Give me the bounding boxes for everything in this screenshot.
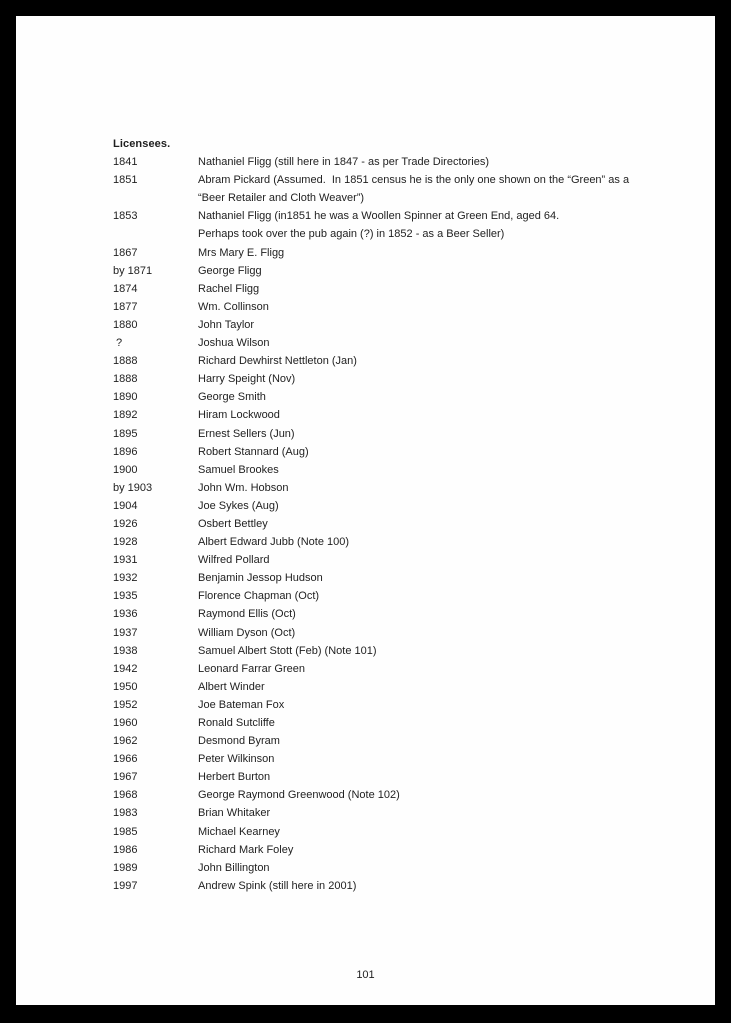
licensee-name [198,551,685,569]
licensee-year: ? [113,337,123,350]
licensee-row [113,479,685,497]
licensee-year: 1937 [113,626,138,639]
licensee-name [198,823,685,841]
licensee-name [198,841,685,859]
licensee-name [198,877,685,895]
licensee-name-line: Brian Whitaker [198,807,271,820]
licensee-name [198,244,685,262]
licensee-name-line: Herbert Burton [198,771,271,784]
licensee-row [113,298,685,316]
licensee-name-line: Osbert Bettley [198,517,268,530]
licensee-year: 1880 [113,318,138,331]
licensee-year: 1841 [113,156,138,169]
section-title: Licensees. [113,138,171,150]
licensee-name-line: Harry Speight (Nov) [198,373,296,386]
licensee-year: 1938 [113,644,138,657]
licensee-name-line: Benjamin Jessop Hudson [198,572,323,585]
licensee-row [113,823,685,841]
licensee-name [198,624,685,642]
licensee-name [198,750,685,768]
licensee-name-line: Robert Stannard (Aug) [198,445,309,458]
licensee-name-line: Joe Sykes (Aug) [198,499,279,512]
licensee-year: 1960 [113,717,138,729]
licensee-name [198,406,685,424]
licensee-row [113,768,685,786]
licensee-year: 1967 [113,771,138,784]
licensee-row [113,533,685,551]
licensee-name-line: Ernest Sellers (Jun) [198,427,295,440]
licensee-year: 1985 [113,825,138,838]
licensee-year: 1932 [113,572,138,585]
licensee-name-line: “Beer Retailer and Cloth Weaver”) [198,192,365,205]
licensee-row [113,642,685,660]
licensee-name-line: Nathaniel Fligg (in1851 he was a Woollen Spinner at Green End, aged 64. [198,210,560,223]
licensee-name [198,642,685,660]
licensee-row [113,207,685,243]
licensee-name [198,461,685,479]
licensee-year: 1890 [113,391,138,404]
licensee-name [198,479,685,497]
licensee-row [113,425,685,443]
licensee-name [198,660,685,678]
licensee-row [113,497,685,515]
licensee-name-line: Perhaps took over the pub again (?) in 1852 - as a Beer Seller) [198,228,505,241]
licensee-row [113,388,685,406]
licensee-year: 1867 [113,246,138,259]
licensee-name-line: Peter Wilkinson [198,753,275,766]
licensee-year: 1853 [113,210,138,223]
licensee-name-line: George Fligg [198,264,262,277]
licensee-name [198,714,685,732]
licensee-name [198,153,685,171]
licensee-name [198,352,685,370]
licensee-name-line: George Raymond Greenwood (Note 102) [198,789,400,802]
licensee-year: 1888 [113,373,138,386]
licensee-year: 1928 [113,536,138,549]
licensee-name [198,425,685,443]
licensee-name [198,569,685,587]
page-number: 101 [356,969,375,981]
licensee-row [113,370,685,388]
licensee-name-line: Ronald Sutcliffe [198,717,275,729]
licensee-name-line: Wilfred Pollard [198,554,270,567]
licensee-name-line: Hiram Lockwood [198,409,280,422]
licensee-list [113,153,685,895]
licensee-name-line: Florence Chapman (Oct) [198,590,320,603]
licensee-name-line: John Billington [198,861,270,874]
licensee-name [198,859,685,877]
licensee-name [198,262,685,280]
licensee-row [113,551,685,569]
licensee-name-line: Samuel Brookes [198,463,279,476]
licensee-name [198,207,685,243]
licensee-row [113,624,685,642]
licensee-row [113,660,685,678]
licensee-row [113,244,685,262]
licensee-name [198,605,685,623]
licensee-name [198,678,685,696]
licensee-row [113,696,685,714]
licensee-row [113,678,685,696]
licensee-row [113,515,685,533]
licensee-year: 1931 [113,554,138,567]
licensee-year: 1851 [113,174,138,187]
licensee-row [113,587,685,605]
licensee-year: 1983 [113,807,138,820]
licensee-name [198,696,685,714]
licensee-year: 1888 [113,355,138,368]
licensee-year: 1997 [113,879,138,892]
licensee-year: 1989 [113,861,138,874]
licensee-name [198,370,685,388]
licensee-row [113,171,685,207]
licensee-row [113,714,685,732]
licensees-section [113,135,685,895]
licensee-name [198,298,685,316]
licensee-name-line: Raymond Ellis (Oct) [198,608,296,621]
licensee-name [198,732,685,750]
licensee-name-line: Andrew Spink (still here in 2001) [198,879,357,892]
licensee-year: 1962 [113,735,138,748]
licensee-year: by 1871 [113,264,153,277]
licensee-name [198,768,685,786]
licensee-name-line: Rachel Fligg [198,282,260,295]
licensee-name-line: John Taylor [198,318,255,331]
licensee-row [113,859,685,877]
licensee-row [113,786,685,804]
licensee-year: 1966 [113,753,138,766]
licensee-row [113,280,685,298]
licensee-row [113,732,685,750]
licensee-year: 1892 [113,409,138,422]
licensee-row [113,461,685,479]
licensee-year: 1896 [113,445,138,458]
licensee-row [113,352,685,370]
licensee-name-line: George Smith [198,391,266,404]
licensee-row [113,804,685,822]
licensee-year: 1968 [113,789,138,802]
licensee-year: 1986 [113,843,138,856]
licensee-year: 1904 [113,499,138,512]
licensee-row [113,406,685,424]
document-page [16,16,715,1005]
licensee-name-line: Wm. Collinson [198,300,269,313]
licensee-year: 1874 [113,282,138,295]
licensee-row [113,605,685,623]
licensee-name-line: Leonard Farrar Green [198,662,305,675]
licensee-year: 1936 [113,608,138,621]
licensee-year: 1942 [113,662,138,675]
licensee-year: by 1903 [113,481,153,494]
licensee-name-line: Richard Mark Foley [198,843,294,856]
licensee-name [198,497,685,515]
licensee-name-line: Joshua Wilson [198,337,270,350]
licensee-name-line: Nathaniel Fligg (still here in 1847 - as per Trade Directories) [198,156,490,169]
licensee-name [198,280,685,298]
licensee-name-line: Richard Dewhirst Nettleton (Jan) [198,355,357,368]
licensee-name-line: Albert Edward Jubb (Note 100) [198,536,350,549]
licensee-name-line: William Dyson (Oct) [198,626,296,639]
licensee-row [113,262,685,280]
licensee-name [198,316,685,334]
licensee-name [198,388,685,406]
licensee-year: 1952 [113,698,138,711]
licensee-name [198,334,685,352]
licensee-row [113,443,685,461]
licensee-row [113,153,685,171]
licensee-name-line: Abram Pickard (Assumed. In 1851 census he is the only one shown on the “Green” as a [198,174,630,187]
licensee-row [113,316,685,334]
licensee-name [198,533,685,551]
licensee-year: 1950 [113,680,138,693]
licensee-row [113,750,685,768]
licensee-year: 1877 [113,300,138,313]
licensee-name [198,443,685,461]
licensee-year: 1895 [113,427,138,440]
licensee-name [198,171,685,207]
licensee-name-line: Mrs Mary E. Fligg [198,246,285,259]
licensee-row [113,569,685,587]
licensee-name-line: Desmond Byram [198,735,280,748]
licensee-name-line: Samuel Albert Stott (Feb) (Note 101) [198,644,377,657]
licensee-row [113,841,685,859]
licensee-name [198,587,685,605]
licensee-name-line: John Wm. Hobson [198,481,289,494]
licensee-name [198,804,685,822]
licensee-year: 1900 [113,463,138,476]
licensee-year: 1935 [113,590,138,603]
licensee-row [113,877,685,895]
licensee-name-line: Joe Bateman Fox [198,698,285,711]
licensee-row [113,334,685,352]
licensee-name-line: Michael Kearney [198,825,280,838]
licensee-year: 1926 [113,517,138,530]
licensee-name-line: Albert Winder [198,680,265,693]
licensee-name [198,786,685,804]
licensee-name [198,515,685,533]
